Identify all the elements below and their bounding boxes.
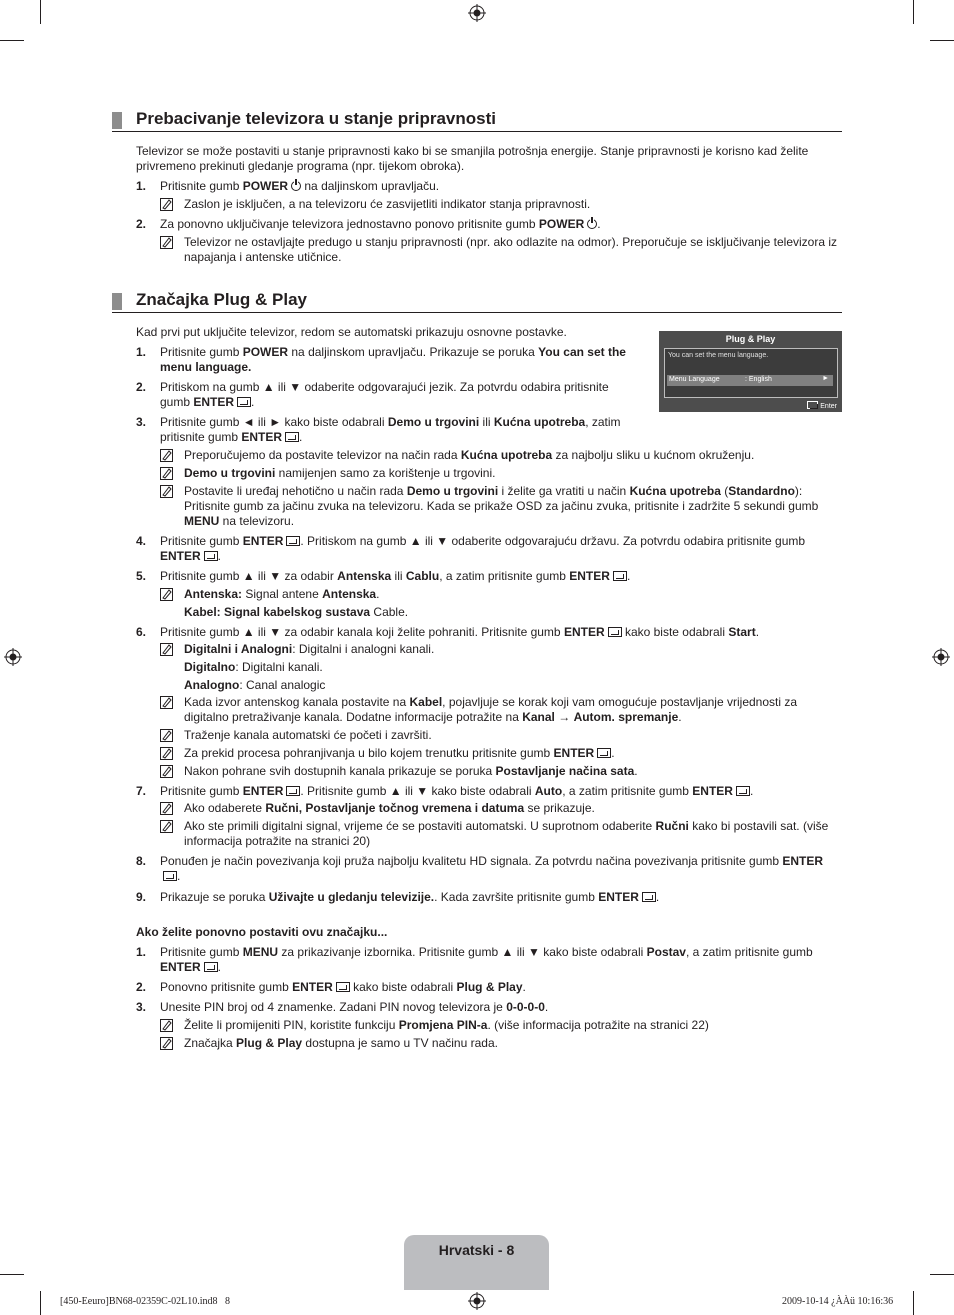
- osd-menu-language-row: Menu Language : English ►: [667, 375, 833, 386]
- osd-footer: Enter: [804, 401, 837, 410]
- enter-icon: [204, 551, 218, 561]
- page-footer-tab: [404, 1235, 549, 1290]
- note-icon: [160, 765, 173, 778]
- crop-mark: [913, 1291, 914, 1315]
- crop-mark: [930, 1274, 954, 1275]
- note-icon: [160, 643, 173, 656]
- crop-mark: [40, 0, 41, 24]
- note-icon: [160, 1037, 173, 1050]
- note-icon: [160, 802, 173, 815]
- registration-mark-icon: [4, 648, 22, 666]
- note-icon: [160, 696, 173, 709]
- enter-icon: [237, 397, 251, 407]
- note-subline: Kabel: Signal kabelskog sustava Cable.: [184, 605, 409, 619]
- section-title: Prebacivanje televizora u stanje pripravnosti: [136, 109, 496, 128]
- osd-panel: [664, 348, 838, 398]
- note-icon: [160, 449, 173, 462]
- enter-icon: [642, 892, 656, 902]
- crop-mark: [40, 1291, 41, 1315]
- osd-screen: [659, 331, 842, 412]
- enter-icon: [807, 401, 818, 409]
- heading-bar: [112, 112, 122, 129]
- note-subline: Analogno: Canal analogic: [184, 678, 326, 692]
- note-icon: [160, 747, 173, 760]
- enter-icon: [286, 536, 300, 546]
- power-icon: [587, 219, 597, 229]
- note-subline: Digitalno: Digitalni kanali.: [184, 660, 323, 674]
- intro-paragraph: Televizor se može postaviti u stanje pripravnosti kako bi se smanjila potrošnja energije. Stanje pripravnosti je korisno kad želite privremeno prekinuti gledanje programa (npr. tijekom obroka).: [136, 144, 809, 173]
- enter-icon: [597, 748, 611, 758]
- enter-icon: [285, 432, 299, 442]
- note-icon: [160, 236, 173, 249]
- registration-mark-icon: [932, 648, 950, 666]
- note-icon: [160, 729, 173, 742]
- intro-paragraph: Kad prvi put uključite televizor, redom se automatski prikazuju osnovne postavke.: [136, 325, 567, 339]
- note-icon: [160, 588, 173, 601]
- print-slug-left: [450-Eeuro]BN68-02359C-02L10.ind8 8: [60, 1296, 230, 1307]
- page-number: Hrvatski - 8: [438, 1242, 515, 1258]
- note-icon: [160, 1019, 173, 1032]
- registration-mark-icon: [468, 1292, 486, 1310]
- osd-message: You can set the menu language.: [668, 352, 769, 359]
- registration-mark-icon: [468, 4, 486, 22]
- enter-icon: [286, 786, 300, 796]
- print-slug-right: 2009-10-14 ¿ÀÀü 10:16:36: [782, 1296, 894, 1307]
- power-icon: [291, 181, 301, 191]
- section-heading-plug-and-play: [112, 292, 842, 313]
- heading-bar: [112, 293, 122, 310]
- enter-icon: [336, 982, 350, 992]
- note-icon: [160, 485, 173, 498]
- crop-mark: [0, 40, 24, 41]
- crop-mark: [913, 0, 914, 24]
- enter-icon: [608, 627, 622, 637]
- enter-icon: [163, 871, 177, 881]
- reset-subheading: Ako želite ponovno postaviti ovu značajku...: [136, 925, 388, 939]
- arrow-right-icon: ►: [822, 375, 829, 382]
- note: Televizor ne ostavljajte predugo u stanju pripravnosti (npr. ako odlazite na odmor). Preporučuje se isključivanje televizora iz napajanja i antenske utičnice.: [160, 235, 840, 267]
- note-icon: [160, 820, 173, 833]
- section-heading-standby: [112, 111, 842, 132]
- note-icon: [160, 198, 173, 211]
- section-title: Značajka Plug & Play: [136, 290, 308, 309]
- crop-mark: [0, 1274, 24, 1275]
- enter-icon: [736, 786, 750, 796]
- osd-title: Plug & Play: [725, 334, 776, 344]
- note-icon: [160, 467, 173, 480]
- enter-icon: [613, 571, 627, 581]
- enter-icon: [204, 962, 218, 972]
- crop-mark: [930, 40, 954, 41]
